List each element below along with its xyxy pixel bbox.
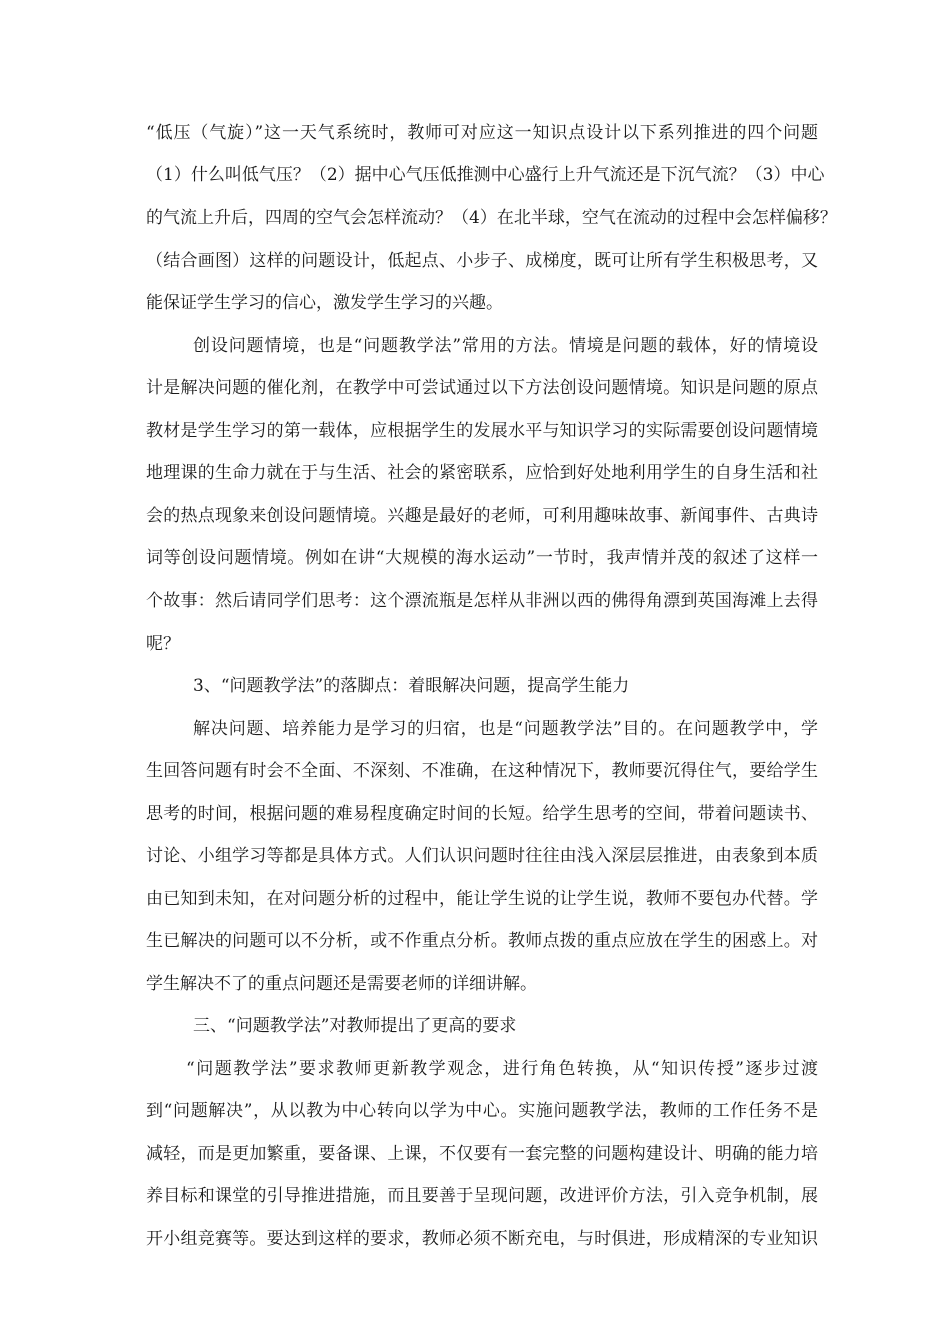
text-line: 呢？: [146, 634, 180, 654]
text-line: 能保证学生学习的信心，激发学生学习的兴趣。: [146, 293, 503, 313]
text-line: （1）什么叫低气压？（2）据中心气压低推测中心盛行上升气流还是下沉气流？（3）中心: [146, 165, 825, 185]
text-line: 的气流上升后，四周的空气会怎样流动？（4）在北半球，空气在流动的过程中会怎样偏移？: [146, 208, 837, 228]
text-line: 生已解决的问题可以不分析，或不作重点分析。教师点拨的重点应放在学生的困惑上。对: [146, 931, 818, 951]
section-heading: 3、“问题教学法”的落脚点：着眼解决问题，提高学生能力: [193, 676, 630, 696]
text-line: 减轻，而是更加繁重，要备课、上课，不仅要有一套完整的问题构建设计、明确的能力培: [146, 1144, 818, 1164]
text-line: 计是解决问题的催化剂，在教学中可尝试通过以下方法创设问题情境。知识是问题的原点: [146, 378, 818, 398]
text-line: 生回答问题有时会不全面、不深刻、不准确，在这种情况下，教师要沉得住气，要给学生: [146, 761, 818, 781]
paragraph-first-line: 解决问题、培养能力是学习的归宿，也是“问题教学法”目的。在问题教学中，学: [193, 719, 818, 739]
text-line: 教材是学生学习的第一载体，应根据学生的发展水平与知识学习的实际需要创设问题情境: [146, 421, 818, 441]
text-line: 开小组竞赛等。要达到这样的要求，教师必须不断充电，与时俱进，形成精深的专业知识: [146, 1229, 818, 1249]
text-line: 会的热点现象来创设问题情境。兴趣是最好的老师，可利用趣味故事、新闻事件、古典诗: [146, 506, 818, 526]
section-heading: 三、“问题教学法”对教师提出了更高的要求: [193, 1016, 517, 1036]
text-line: 词等创设问题情境。例如在讲“大规模的海水运动”一节时，我声情并茂的叙述了这样一: [146, 548, 818, 568]
text-line: 个故事：然后请同学们思考：这个漂流瓶是怎样从非洲以西的佛得角漂到英国海滩上去得: [146, 591, 818, 611]
paragraph-first-line: “问题教学法”要求教师更新教学观念，进行角色转换，从“知识传授”逐步过渡: [186, 1059, 818, 1079]
text-line: 养目标和课堂的引导推进措施，而且要善于呈现问题，改进评价方法，引入竞争机制，展: [146, 1186, 818, 1206]
text-line: 到“问题解决”，从以教为中心转向以学为中心。实施问题教学法，教师的工作任务不是: [146, 1101, 818, 1121]
text-line: “低压（气旋）”这一天气系统时，教师可对应这一知识点设计以下系列推进的四个问题: [146, 123, 818, 143]
text-line: 讨论、小组学习等都是具体方式。人们认识问题时往往由浅入深层层推进，由表象到本质: [146, 846, 818, 866]
paragraph-first-line: 创设问题情境，也是“问题教学法”常用的方法。情境是问题的载体，好的情境设: [193, 336, 818, 356]
text-line: （结合画图）这样的问题设计，低起点、小步子、成梯度，既可让所有学生积极思考，又: [146, 251, 818, 271]
text-line: 思考的时间，根据问题的难易程度确定时间的长短。给学生思考的空间，带着问题读书、: [146, 804, 818, 824]
text-line: 学生解决不了的重点问题还是需要老师的详细讲解。: [146, 974, 537, 994]
text-line: 地理课的生命力就在于与生活、社会的紧密联系，应恰到好处地利用学生的自身生活和社: [146, 463, 818, 483]
text-line: 由已知到未知，在对问题分析的过程中，能让学生说的让学生说，教师不要包办代替。学: [146, 889, 818, 909]
